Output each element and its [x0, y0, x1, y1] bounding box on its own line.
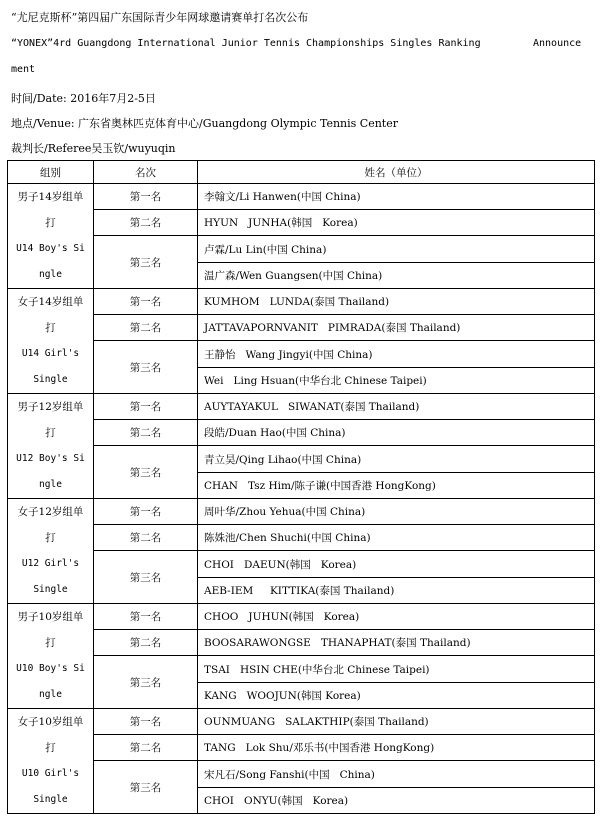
table-row: [8, 525, 595, 551]
ranking-table: [7, 160, 595, 814]
header-group: 组别: [8, 161, 94, 184]
group-label-line: 女子12岁组单: [17, 506, 84, 518]
table-row: [8, 735, 595, 761]
player-name-cell: OUNMUANG SALAKTHIP(泰国 Thailand): [198, 709, 595, 735]
rank-cell: 第一名: [94, 604, 198, 630]
group-label-line: 打: [45, 322, 56, 334]
rank-cell: 第二名: [94, 210, 198, 236]
group-label: [8, 604, 94, 709]
group-label: [8, 499, 94, 604]
group-label-line: U12 Boy's Si: [16, 453, 85, 464]
rank-cell: 第二名: [94, 420, 198, 446]
group-label-line: 女子14岁组单: [17, 296, 84, 308]
table-row: [8, 446, 595, 473]
player-name-cell: JATTAVAPORNVANIT PIMRADA(泰国 Thailand): [198, 315, 595, 341]
table-row: [8, 341, 595, 368]
group-label-line: U12 Girl's: [21, 558, 80, 569]
player-name-cell: CHOI DAEUN(韩国 Korea): [198, 551, 595, 578]
player-name-cell: 李翰文/Li Hanwen(中国 China): [198, 184, 595, 210]
group-label-line: 男子10岁组单: [17, 611, 84, 623]
group-label-line: Single: [33, 374, 68, 385]
player-name-cell: CHAN Tsz Him/陈子谦(中国香港 HongKong): [198, 473, 595, 499]
player-name-cell: 段皓/Duan Hao(中国 China): [198, 420, 595, 446]
group-label-line: ngle: [39, 689, 62, 700]
table-row: [8, 630, 595, 656]
table-row: [8, 761, 595, 788]
table-row: [8, 184, 595, 210]
player-name-cell: CHOI ONYU(韩国 Korea): [198, 788, 595, 814]
table-row: [8, 656, 595, 683]
group-label-line: 女子10岁组单: [17, 716, 84, 728]
rank-cell: 第二名: [94, 315, 198, 341]
rank-cell: 第三名: [94, 656, 198, 709]
document-title-en: “YONEX”4rd Guangdong International Junior Tennis Championships Singles Ranking: [11, 38, 481, 49]
group-label: [8, 394, 94, 499]
rank-cell: 第一名: [94, 184, 198, 210]
player-name-cell: 周叶华/Zhou Yehua(中国 China): [198, 499, 595, 525]
group-label-line: 打: [45, 427, 56, 439]
table-row: [8, 236, 595, 263]
table-row: [8, 551, 595, 578]
group-label-line: U10 Girl's: [21, 768, 80, 779]
event-referee: 裁判长/Referee吴玉钦/wuyuqin: [11, 142, 176, 155]
group-label-line: ngle: [39, 479, 62, 490]
player-name-cell: 卢霖/Lu Lin(中国 China): [198, 236, 595, 263]
group-label-line: 打: [45, 217, 56, 229]
group-label-line: ngle: [39, 269, 62, 280]
document-title-en-wrap: Announce: [533, 38, 582, 49]
group-label-line: 打: [45, 742, 56, 754]
group-label-line: 打: [45, 532, 56, 544]
group-label-line: 男子12岁组单: [17, 401, 84, 413]
player-name-cell: TANG Lok Shu/邓乐书(中国香港 HongKong): [198, 735, 595, 761]
rank-cell: 第二名: [94, 630, 198, 656]
group-label-line: U14 Boy's Si: [16, 243, 85, 254]
rank-cell: 第三名: [94, 236, 198, 289]
rank-cell: 第三名: [94, 761, 198, 814]
document-title-en-wrap-end: ment: [11, 64, 36, 75]
player-name-cell: 青立昊/Qing Lihao(中国 China): [198, 446, 595, 473]
player-name-cell: Wei Ling Hsuan(中华台北 Chinese Taipei): [198, 368, 595, 394]
table-row: [8, 420, 595, 446]
group-label-line: 男子14岁组单: [17, 191, 84, 203]
group-label-line: U14 Girl's: [21, 348, 80, 359]
group-label: [8, 709, 94, 814]
rank-cell: 第二名: [94, 525, 198, 551]
group-label-line: Single: [33, 584, 68, 595]
player-name-cell: 陈姝池/Chen Shuchi(中国 China): [198, 525, 595, 551]
player-name-cell: KUMHOM LUNDA(泰国 Thailand): [198, 289, 595, 315]
rank-cell: 第一名: [94, 499, 198, 525]
rank-cell: 第三名: [94, 341, 198, 394]
player-name-cell: AUYTAYAKUL SIWANAT(泰国 Thailand): [198, 394, 595, 420]
table-row: [8, 210, 595, 236]
table-row: [8, 709, 595, 735]
group-label-line: Single: [33, 794, 68, 805]
player-name-cell: 温广森/Wen Guangsen(中国 China): [198, 263, 595, 289]
player-name-cell: KANG WOOJUN(韩国 Korea): [198, 683, 595, 709]
player-name-cell: BOOSARAWONGSE THANAPHAT(泰国 Thailand): [198, 630, 595, 656]
player-name-cell: TSAI HSIN CHE(中华台北 Chinese Taipei): [198, 656, 595, 683]
group-label: [8, 289, 94, 394]
event-date: 时间/Date: 2016年7月2-5日: [11, 92, 156, 105]
player-name-cell: AEB-IEM KITTIKA(泰国 Thailand): [198, 578, 595, 604]
table-row: [8, 315, 595, 341]
rank-cell: 第一名: [94, 709, 198, 735]
rank-cell: 第一名: [94, 289, 198, 315]
table-row: [8, 604, 595, 630]
player-name-cell: HYUN JUNHA(韩国 Korea): [198, 210, 595, 236]
rank-cell: 第一名: [94, 394, 198, 420]
header-name: 姓名（单位）: [198, 161, 595, 184]
document-title-cn: “尤尼克斯杯”第四届广东国际青少年网球邀请赛单打名次公布: [11, 11, 309, 24]
group-label-line: U10 Boy's Si: [16, 663, 85, 674]
table-row: [8, 499, 595, 525]
group-label: [8, 184, 94, 289]
rank-cell: 第二名: [94, 735, 198, 761]
player-name-cell: 宋凡石/Song Fanshi(中国 China): [198, 761, 595, 788]
rank-cell: 第三名: [94, 551, 198, 604]
header-rank: 名次: [94, 161, 198, 184]
table-row: [8, 394, 595, 420]
player-name-cell: CHOO JUHUN(韩国 Korea): [198, 604, 595, 630]
group-label-line: 打: [45, 637, 56, 649]
player-name-cell: 王静怡 Wang Jingyi(中国 China): [198, 341, 595, 368]
table-header-row: [8, 161, 595, 184]
table-row: [8, 289, 595, 315]
rank-cell: 第三名: [94, 446, 198, 499]
ranking-table-body: [8, 184, 595, 814]
event-venue: 地点/Venue: 广东省奥林匹克体育中心/Guangdong Olympic Tennis Center: [11, 117, 398, 130]
